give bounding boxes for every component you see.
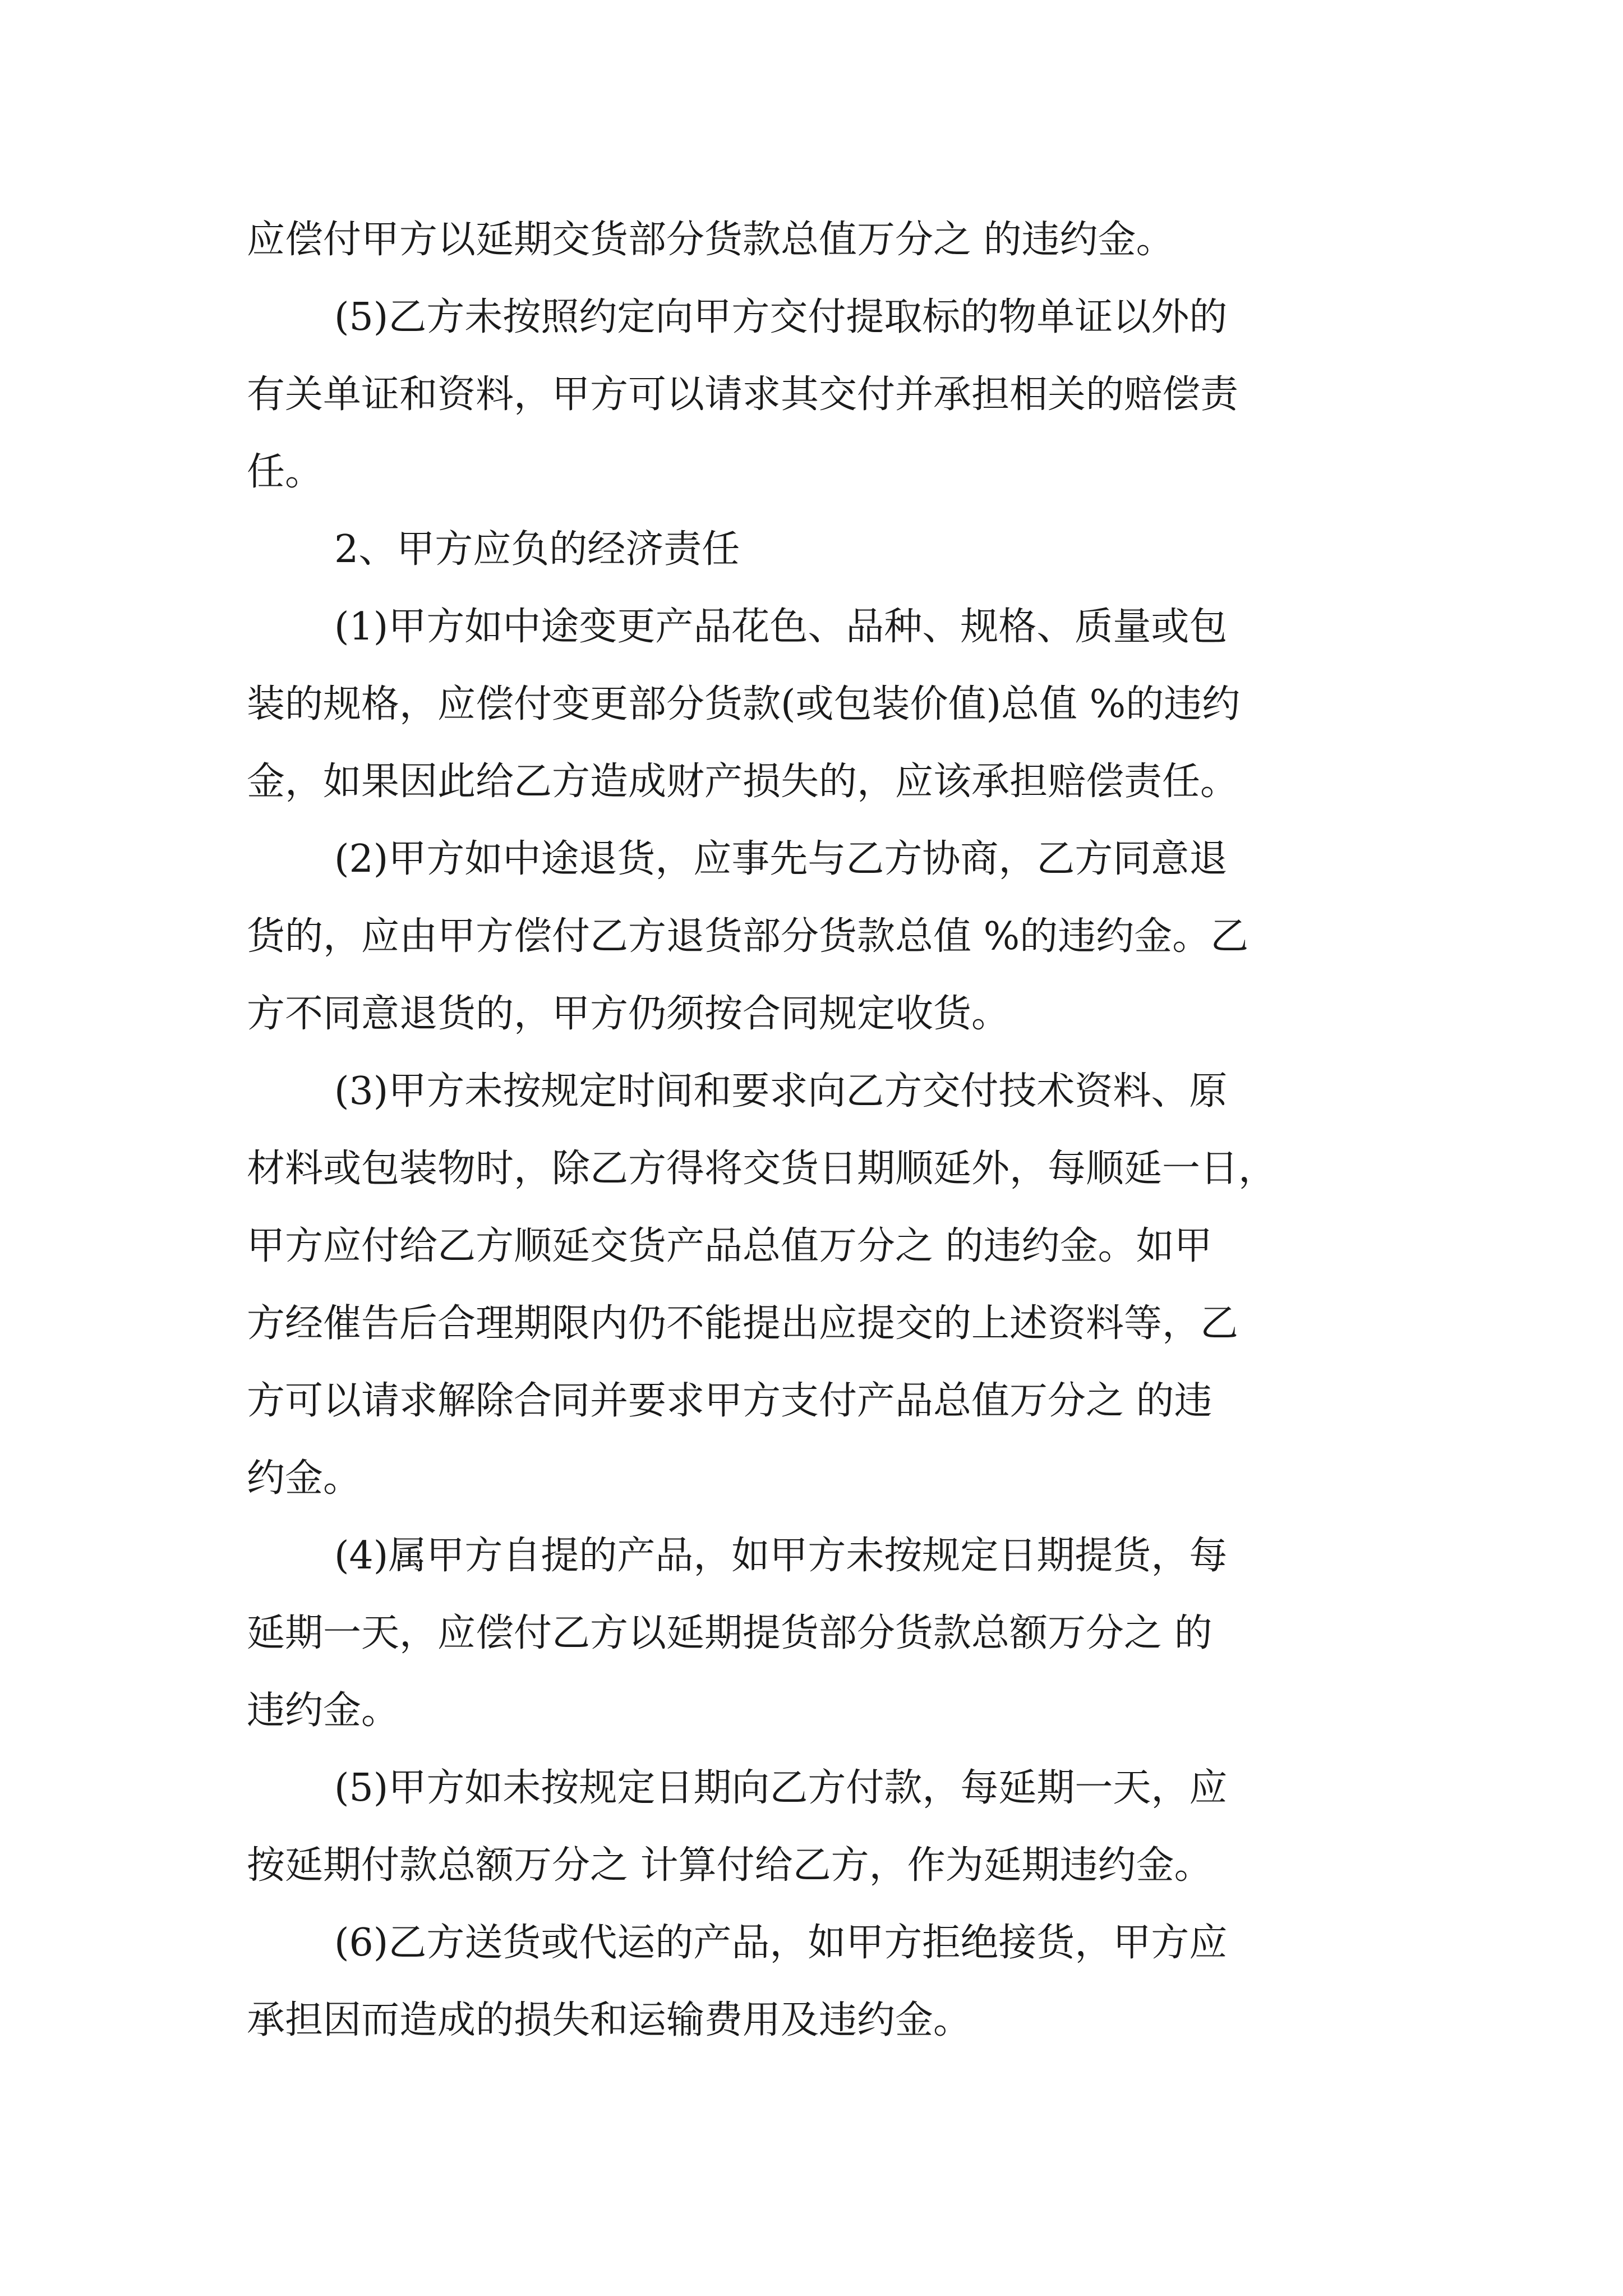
text-line: (3)甲方未按规定时间和要求向乙方交付技术资料、原 [334,1069,1228,1114]
text-line: 甲方应付给乙方顺延交货产品总值万分之 的违约金。如甲 [247,1224,1212,1268]
text-line: (5)甲方如未按规定日期向乙方付款，每延期一天，应 [334,1766,1228,1810]
text-line: 方不同意退货的，甲方仍须按合同规定收货。 [247,992,1010,1036]
text-line: (6)乙方送货或代运的产品，如甲方拒绝接货，甲方应 [334,1921,1228,1965]
text-line: (5)乙方未按照约定向甲方交付提取标的物单证以外的 [334,295,1228,339]
text-line: 方经催告后合理期限内仍不能提出应提交的上述资料等，乙 [247,1301,1239,1346]
text-line: 按延期付款总额万分之 计算付给乙方，作为延期违约金。 [247,1843,1212,1888]
text-line: 有关单证和资料，甲方可以请求其交付并承担相关的赔偿责 [247,372,1239,417]
text-line: 违约金。 [247,1688,400,1733]
text-line: 装的规格，应偿付变更部分货款(或包装价值)总值 %的违约 [247,682,1241,726]
text-line: (4)属甲方自提的产品，如甲方未按规定日期提货，每 [334,1534,1228,1578]
text-line: 金，如果因此给乙方造成财产损失的，应该承担赔偿责任。 [247,760,1239,804]
text-line: (2)甲方如中途退货，应事先与乙方协商，乙方同意退 [334,837,1228,881]
text-line: 方可以请求解除合同并要求甲方支付产品总值万分之 的违 [247,1379,1212,1423]
text-line: 约金。 [247,1456,362,1501]
text-line: (1)甲方如中途变更产品花色、品种、规格、质量或包 [334,605,1228,649]
text-line: 应偿付甲方以延期交货部分货款总值万分之 的违约金。 [247,218,1174,262]
section-heading: 2、甲方应负的经济责任 [334,527,740,572]
text-line: 任。 [247,450,324,494]
text-line: 承担因而造成的损失和运输费用及违约金。 [247,1998,972,2042]
text-line: 延期一天，应偿付乙方以延期提货部分货款总额万分之 的 [247,1611,1212,1655]
text-line: 材料或包装物时，除乙方得将交货日期顺延外，每顺延一日， [247,1147,1277,1191]
text-line: 货的，应由甲方偿付乙方退货部分货款总值 %的违约金。乙 [247,914,1249,959]
